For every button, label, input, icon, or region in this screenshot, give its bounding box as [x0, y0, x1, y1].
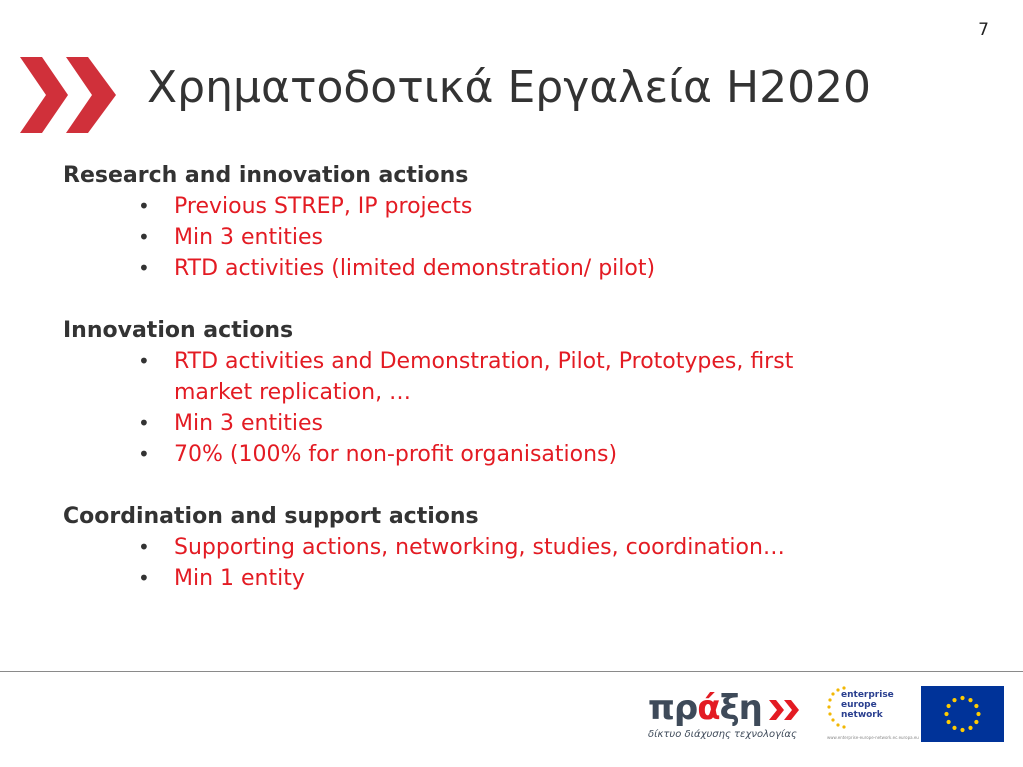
- bullet-dot: •: [138, 442, 150, 466]
- bullet-list: [63, 532, 963, 594]
- bullet-dot: •: [138, 194, 150, 218]
- bullet-item: [63, 563, 824, 594]
- een-wordmark: [841, 690, 894, 720]
- praxi-word-end: ξη: [719, 688, 762, 728]
- bullet-item: [63, 346, 824, 408]
- footer-divider: [0, 671, 1023, 672]
- section-innovation: [63, 315, 963, 470]
- bullet-dot: •: [138, 411, 150, 435]
- bullet-text: Min 3 entities: [174, 411, 323, 436]
- bullet-item: [63, 439, 824, 470]
- bullet-dot: •: [138, 349, 150, 373]
- bullet-item: [63, 253, 824, 284]
- een-logo: [825, 684, 919, 744]
- praxi-logo: [648, 688, 808, 748]
- section-coordination-support: [63, 501, 963, 594]
- bullet-dot: •: [138, 566, 150, 590]
- bullet-item: [63, 191, 824, 222]
- section-heading: Innovation actions: [63, 318, 294, 343]
- slide-content: [63, 160, 963, 625]
- section-research-innovation: [63, 160, 963, 284]
- praxi-tagline: δίκτυο διάχυσης τεχνολογίας: [648, 729, 797, 740]
- een-line-2: europe: [841, 700, 877, 710]
- praxi-wordmark: [648, 688, 762, 728]
- bullet-dot: •: [138, 256, 150, 280]
- praxi-arrows-icon: [769, 700, 803, 720]
- bullet-dot: •: [138, 535, 150, 559]
- bullet-text: 70% (100% for non-profit organisations): [174, 442, 618, 467]
- slide-title: Χρηματοδοτικά Εργαλεία H2020: [147, 62, 872, 113]
- bullet-dot: •: [138, 225, 150, 249]
- bullet-text: RTD activities and Demonstration, Pilot, Prototypes, first market replication, …: [174, 349, 794, 405]
- bullet-list: [63, 346, 963, 470]
- bullet-item: [63, 532, 824, 563]
- bullet-item: [63, 408, 824, 439]
- section-heading: Coordination and support actions: [63, 504, 479, 529]
- praxi-word-accent: ά: [697, 688, 720, 728]
- double-chevron-icon: [20, 57, 120, 133]
- bullet-item: [63, 222, 824, 253]
- bullet-text: Previous STREP, IP projects: [174, 194, 473, 219]
- page-number: 7: [978, 20, 989, 40]
- bullet-text: Min 3 entities: [174, 225, 323, 250]
- bullet-text: Min 1 entity: [174, 566, 305, 591]
- praxi-word-start: πρ: [648, 688, 698, 728]
- eu-flag-icon: [921, 686, 1004, 742]
- bullet-list: [63, 191, 963, 284]
- een-url: www.enterprise-europe-network.ec.europa.eu: [827, 735, 919, 740]
- bullet-text: Supporting actions, networking, studies, coordination…: [174, 535, 785, 560]
- een-line-3: network: [841, 710, 883, 720]
- een-line-1: enterprise: [841, 690, 894, 700]
- bullet-text: RTD activities (limited demonstration/ pilot): [174, 256, 656, 281]
- section-heading: Research and innovation actions: [63, 163, 469, 188]
